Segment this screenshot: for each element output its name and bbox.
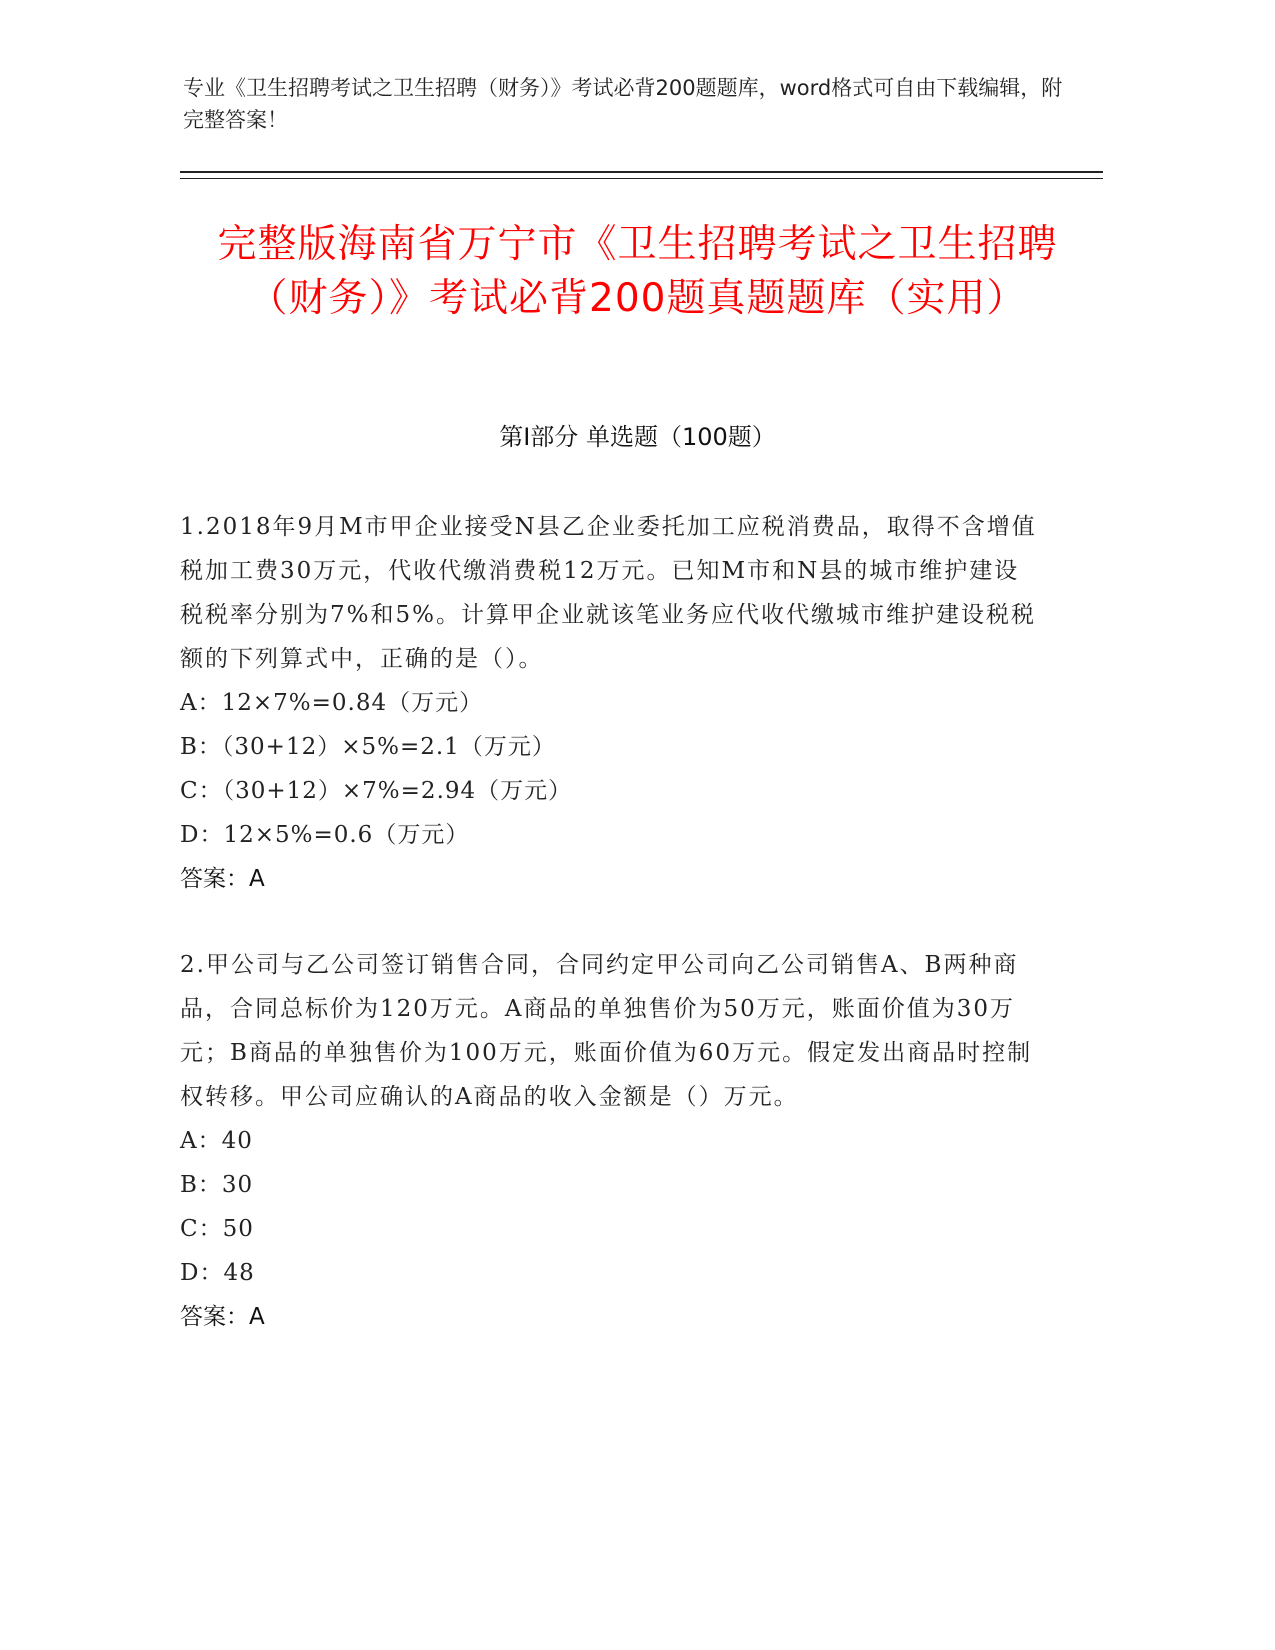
option-a: A：40 — [180, 1128, 253, 1154]
question-stem: 2.甲公司与乙公司签订销售合同，合同约定甲公司向乙公司销售A、B两种商品，合同总标价为120万元。A商品的单独售价为50万元，账面价值为30万元；B商品的单独售价为100万元，账面价值为60万元。假定发出商品时控制权转移。甲公司应确认的A商品的收入金额是（）万元。 — [180, 952, 1033, 1110]
option-c: C：50 — [180, 1216, 254, 1242]
question-list — [180, 505, 1038, 1339]
section-title: 第I部分 单选题（100题） — [499, 423, 776, 451]
answer-line: 答案：A — [180, 866, 265, 892]
option-d: D：48 — [180, 1260, 255, 1286]
header-rule-thick — [180, 171, 1103, 173]
answer-line: 答案：A — [180, 1304, 265, 1330]
option-a: A：12×7%=0.84（万元） — [180, 690, 484, 716]
question-stem: 1.2018年9月M市甲企业接受N县乙企业委托加工应税消费品，取得不含增值税加工费30万元，代收代缴消费税12万元。已知M市和N县的城市维护建设税税率分别为7%和5%。计算甲企业就该笔业务应代收代缴城市维护建设税税额的下列算式中，正确的是（）。 — [180, 514, 1037, 672]
option-b: B：30 — [180, 1172, 254, 1198]
header-note: 专业《卫生招聘考试之卫生招聘（财务）》考试必背200题题库，word格式可自由下载编辑，附完整答案！ — [183, 76, 1063, 132]
option-c: C：（30+12）×7%=2.94（万元） — [180, 778, 573, 804]
question-2 — [180, 943, 1038, 1339]
question-1 — [180, 505, 1038, 901]
option-d: D：12×5%=0.6（万元） — [180, 822, 470, 848]
question-spacer — [180, 901, 1038, 943]
header-rule-thin — [180, 178, 1103, 179]
option-b: B：（30+12）×5%=2.1（万元） — [180, 734, 556, 760]
document-title: 完整版海南省万宁市《卫生招聘考试之卫生招聘（财务）》考试必背200题真题题库（实用） — [217, 222, 1058, 321]
